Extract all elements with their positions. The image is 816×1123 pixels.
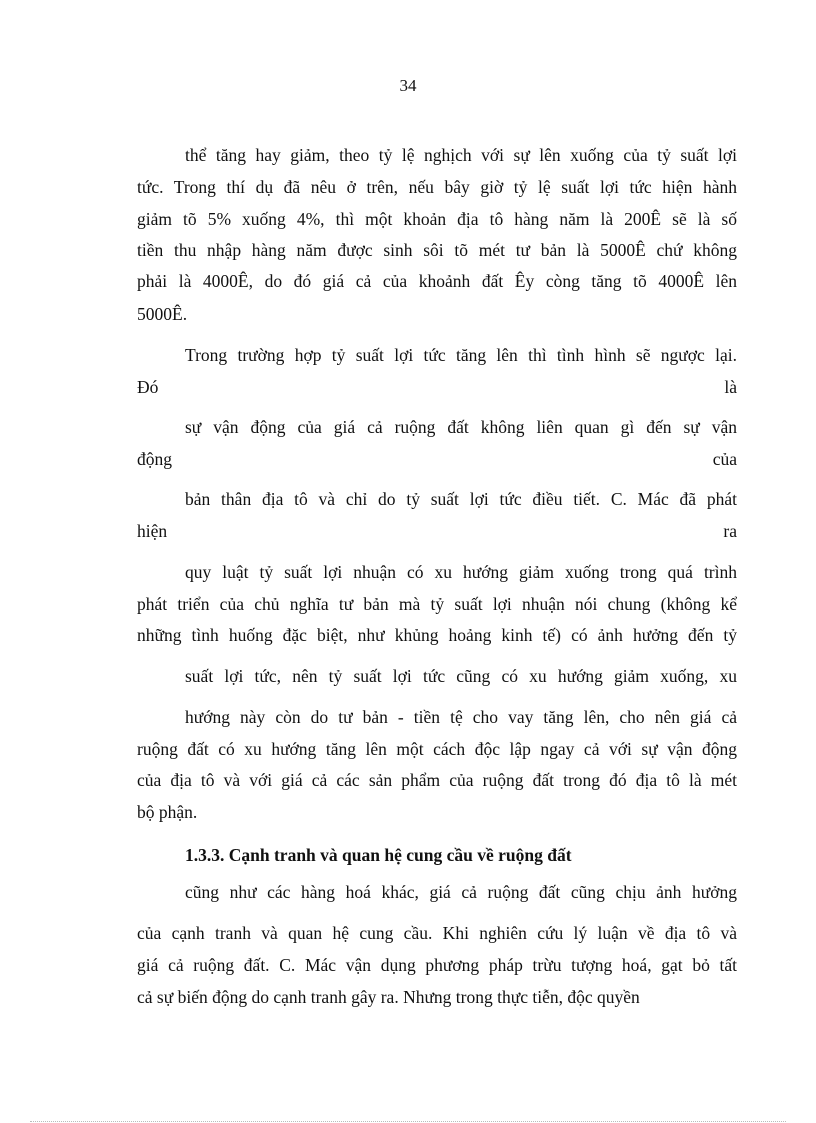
word: của <box>712 449 737 469</box>
word: Đó <box>137 377 159 397</box>
text-line: hướng này còn do tư bản - tiền tệ cho vay tăng lên, cho nên giá cả <box>185 707 737 727</box>
text-line: phải là 4000Ê, do đó giá cả của khoảnh đất Êy còng tăng tõ 4000Ê lên <box>137 271 737 291</box>
text-line: những tình huống đặc biệt, như khủng hoảng kinh tế) có ảnh hưởng đến tỷ <box>137 625 737 645</box>
text-line: quy luật tỷ suất lợi nhuận có xu hướng giảm xuống trong quá trình <box>185 562 737 582</box>
page-number: 34 <box>399 76 417 95</box>
text-line: của cạnh tranh và quan hệ cung cầu. Khi nghiên cứu lý luận về địa tô và <box>137 923 737 943</box>
text-line: giảm tõ 5% xuống 4%, thì một khoản địa tô hàng năm là 200Ê sẽ là số <box>137 209 737 229</box>
word: động <box>137 449 172 469</box>
split-line <box>137 519 737 543</box>
text-line: thể tăng hay giảm, theo tỷ lệ nghịch với sự lên xuống của tỷ suất lợi <box>185 145 737 165</box>
text-line: suất lợi tức, nên tỷ suất lợi tức cũng có xu hướng giảm xuống, xu <box>185 666 737 686</box>
word: là <box>724 377 737 397</box>
text-line: phát triển của chủ nghĩa tư bản mà tỷ suất lợi nhuận nói chung (không kể <box>137 594 737 614</box>
text-line: cũng như các hàng hoá khác, giá cả ruộng đất cũng chịu ảnh hưởng <box>185 882 737 902</box>
section-heading: 1.3.3. Cạnh tranh và quan hệ cung cầu về ruộng đất <box>185 845 572 865</box>
text-line: cả sự biến động do cạnh tranh gây ra. Nhưng trong thực tiễn, độc quyền <box>137 987 640 1007</box>
text-line: bản thân địa tô và chỉ do tỷ suất lợi tức điều tiết. C. Mác đã phát <box>185 489 737 509</box>
text-line: ruộng đất có xu hướng tăng lên một cách độc lập ngay cả với sự vận động <box>137 739 737 759</box>
text-line: giá cả ruộng đất. C. Mác vận dụng phương pháp trừu tượng hoá, gạt bỏ tất <box>137 955 737 975</box>
text-line: của địa tô và với giá cả các sản phẩm của ruộng đất trong đó địa tô là mét <box>137 770 737 790</box>
split-line <box>137 375 737 399</box>
text-line: tức. Trong thí dụ đã nêu ở trên, nếu bây giờ tỷ lệ suất lợi tức hiện hành <box>137 177 737 197</box>
word: hiện <box>137 521 168 541</box>
text-line: tiền thu nhập hàng năm được sinh sôi tõ mét tư bản là 5000Ê chứ không <box>137 240 737 260</box>
page-bottom-border <box>30 1121 786 1122</box>
text-line: 5000Ê. <box>137 304 188 324</box>
text-line: Trong trường hợp tỷ suất lợi tức tăng lên thì tình hình sẽ ngược lại. <box>185 345 737 365</box>
word: ra <box>723 521 737 541</box>
text-line: bộ phận. <box>137 802 198 822</box>
split-line <box>137 447 737 471</box>
text-line: sự vận động của giá cả ruộng đất không liên quan gì đến sự vận <box>185 417 737 437</box>
